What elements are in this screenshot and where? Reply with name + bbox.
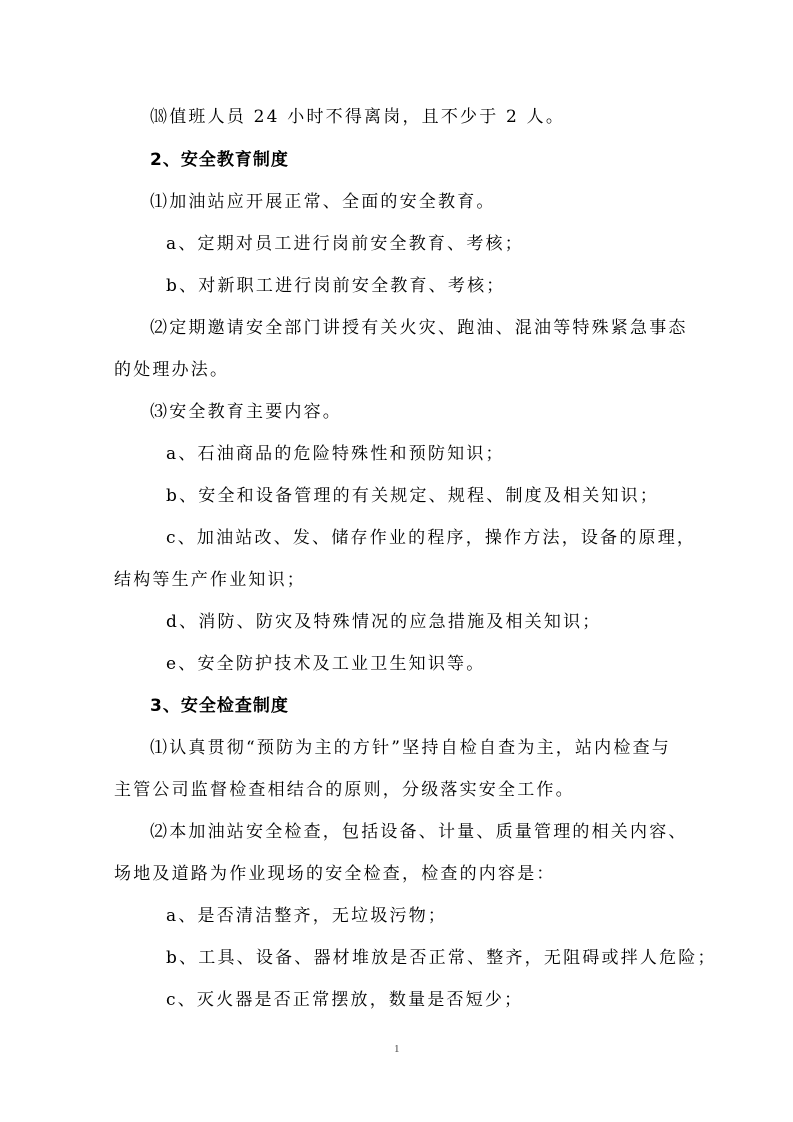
section-heading-safety-inspection: 3、安全检查制度 bbox=[150, 696, 289, 716]
list-item-c-continuation: 结构等生产作业知识； bbox=[114, 570, 306, 590]
list-item-a: a、定期对员工进行岗前安全教育、考核； bbox=[166, 234, 524, 254]
list-item-c: c、灭火器是否正常摆放，数量是否短少； bbox=[166, 990, 524, 1010]
list-item-a: a、石油商品的危险特殊性和预防知识； bbox=[166, 444, 505, 464]
paragraph-18-duty-staff: ⒅值班人员 24 小时不得离岗，且不少于 2 人。 bbox=[150, 107, 566, 127]
list-item-b: b、安全和设备管理的有关规定、规程、制度及相关知识； bbox=[166, 486, 660, 506]
paragraph-2-continuation: 的处理办法。 bbox=[114, 360, 230, 380]
section-heading-safety-education: 2、安全教育制度 bbox=[150, 150, 289, 170]
list-item-d: d、消防、防灾及特殊情况的应急措施及相关知识； bbox=[166, 612, 602, 632]
page-number: 1 bbox=[394, 1043, 400, 1055]
list-item-c: c、加油站改、发、储存作业的程序，操作方法，设备的原理， bbox=[166, 528, 697, 548]
paragraph-1-education: ⑴加油站应开展正常、全面的安全教育。 bbox=[150, 192, 496, 212]
paragraph-1-inspection: ⑴认真贯彻“预防为主的方针”坚持自检自查为主，站内检查与 bbox=[150, 738, 671, 758]
paragraph-2-lectures: ⑵定期邀请安全部门讲授有关火灾、跑油、混油等特殊紧急事态 bbox=[150, 318, 688, 338]
paragraph-2-inspection: ⑵本加油站安全检查，包括设备、计量、质量管理的相关内容、 bbox=[150, 822, 688, 842]
list-item-a: a、是否清洁整齐，无垃圾污物； bbox=[166, 906, 448, 926]
list-item-b: b、工具、设备、器材堆放是否正常、整齐，无阻碍或拌人危险； bbox=[166, 948, 717, 968]
paragraph-1-continuation: 主管公司监督检查相结合的原则，分级落实安全工作。 bbox=[114, 780, 575, 800]
paragraph-2-continuation: 场地及道路为作业现场的安全检查，检查的内容是： bbox=[114, 864, 556, 884]
list-item-e: e、安全防护技术及工业卫生知识等。 bbox=[166, 654, 486, 674]
list-item-b: b、对新职工进行岗前安全教育、考核； bbox=[166, 276, 506, 296]
paragraph-3-content: ⑶安全教育主要内容。 bbox=[150, 402, 342, 422]
